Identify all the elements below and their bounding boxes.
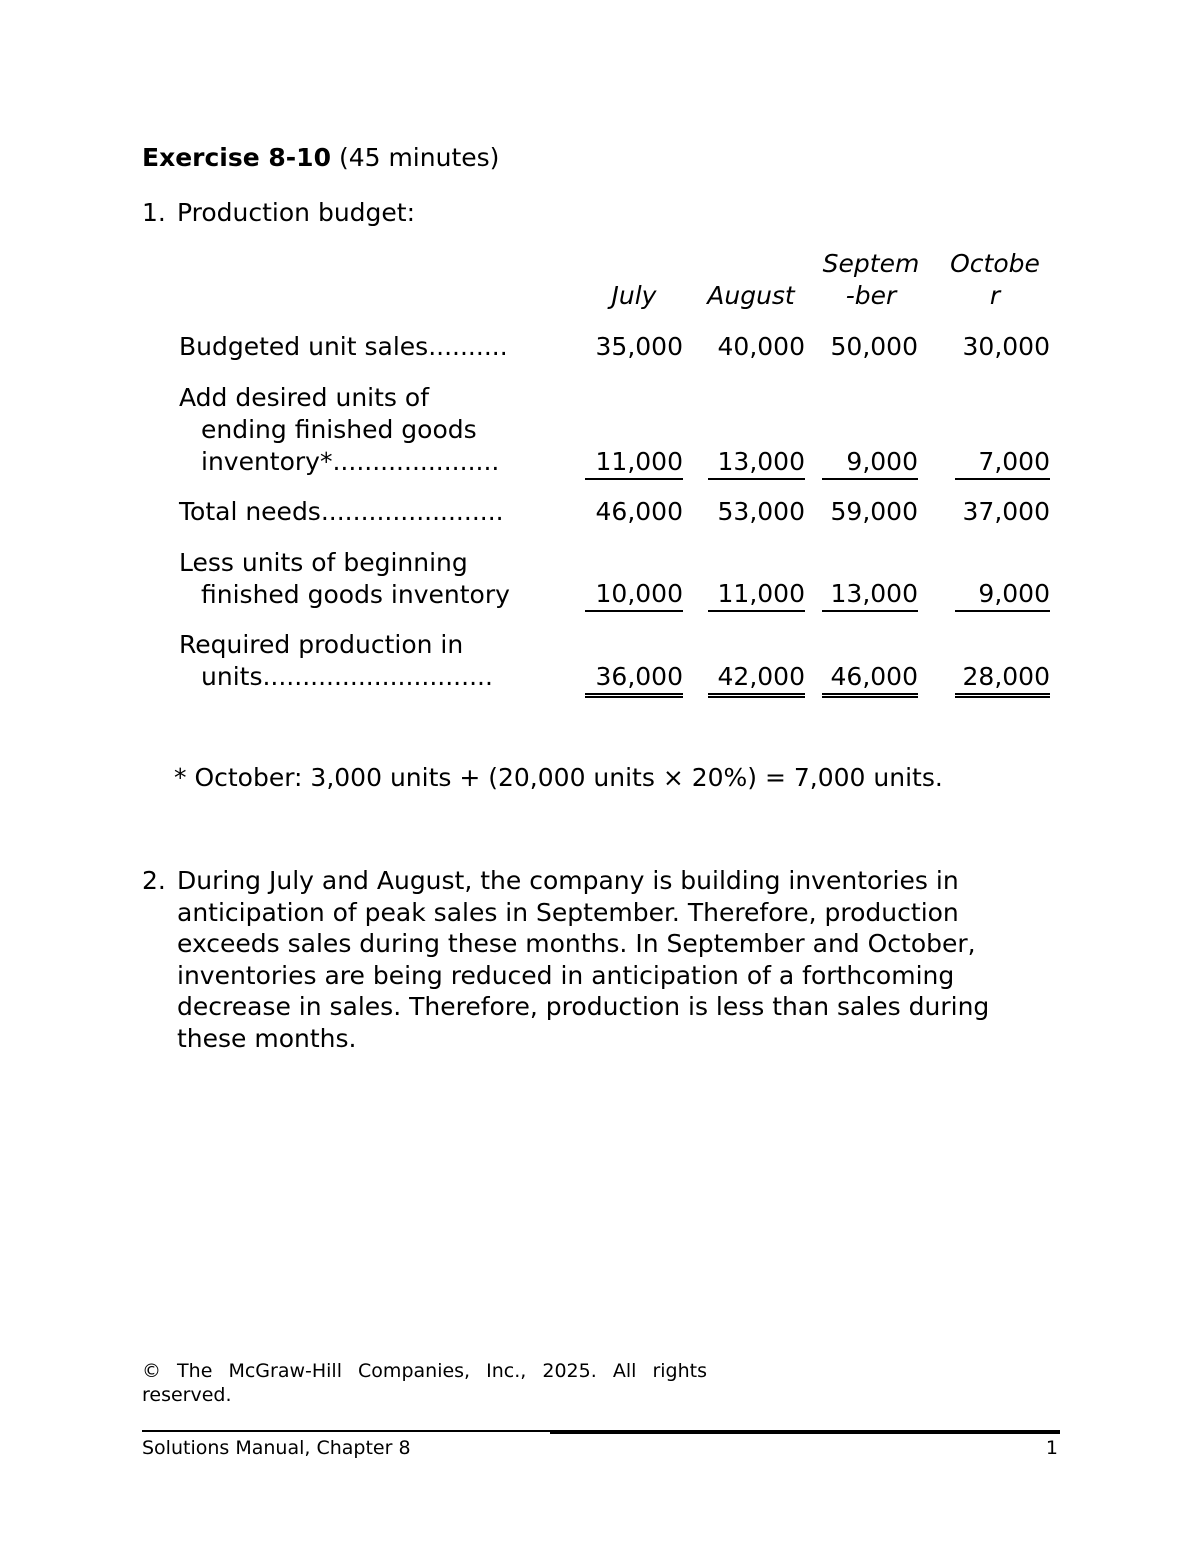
row-label-line: Budgeted unit sales..........: [179, 332, 508, 361]
row-label-line: finished goods inventory: [201, 580, 510, 609]
row-label-line: ending finished goods: [201, 415, 477, 444]
page-number: 1: [1045, 1437, 1058, 1459]
exercise-heading: [142, 142, 499, 174]
cell-value: 7,000: [955, 446, 1050, 480]
exercise-label: Exercise 8-10: [142, 143, 331, 172]
row-label-budgeted-unit-sales: [179, 331, 508, 363]
cell-value: 50,000: [830, 332, 918, 361]
row-label-line: inventory*.....................: [201, 447, 500, 476]
cell-value: 59,000: [830, 497, 918, 526]
column-header-line1: [585, 248, 683, 280]
footer-divider-thick: [550, 1432, 1060, 1434]
cell-value: 28,000: [955, 661, 1050, 698]
cell-value: 11,000: [708, 578, 805, 612]
footnote: * October: 3,000 units + (20,000 units × 20%) = 7,000 units.: [174, 763, 943, 792]
cell-value: 40,000: [717, 332, 805, 361]
column-header-september: [814, 248, 928, 312]
cell-value: 9,000: [955, 578, 1050, 612]
column-header-july: [585, 248, 683, 312]
part2-number: 2.: [142, 866, 166, 895]
row-label-line: units.............................: [201, 662, 493, 691]
cell-value: 13,000: [708, 446, 805, 480]
part1-title: Production budget:: [177, 198, 416, 227]
cell-value: 37,000: [962, 497, 1050, 526]
cell-value: 36,000: [585, 661, 683, 698]
row-label-line: Required production in: [179, 630, 464, 659]
row-label-beginning-inventory: [179, 547, 510, 611]
column-header-october: [940, 248, 1050, 312]
cell-value: 46,000: [595, 497, 683, 526]
column-header-line1: Septem: [822, 249, 920, 278]
cell-value: 9,000: [822, 446, 918, 480]
column-header-line1: Octobe: [950, 249, 1040, 278]
part2-text: During July and August, the company is building inventories in anticipation of peak sales in September. Therefore, production exceeds sales during these months. In September and October, inventories are being reduced in anticipation of a forthcoming decrease in sales. Therefore, production is less than sales during these months.: [177, 866, 990, 1053]
part1-number: 1.: [142, 198, 166, 227]
row-label-line: Add desired units of: [179, 383, 429, 412]
column-header-line2: July: [611, 281, 657, 310]
cell-value: 30,000: [962, 332, 1050, 361]
row-label-line: Less units of beginning: [179, 548, 468, 577]
column-header-line1: [697, 248, 805, 280]
row-label-desired-ending-inventory: [179, 382, 499, 478]
part1-heading: [142, 197, 415, 229]
part2-answer: [142, 865, 1062, 1054]
row-label-total-needs: [179, 496, 504, 528]
cell-value: 10,000: [585, 578, 683, 612]
cell-value: 46,000: [822, 661, 918, 698]
cell-value: 13,000: [822, 578, 918, 612]
column-header-august: [697, 248, 805, 312]
column-header-line2: -ber: [845, 281, 897, 310]
cell-value: 11,000: [585, 446, 683, 480]
copyright-notice: © The McGraw-Hill Companies, Inc., 2025. All rights reserved.: [142, 1360, 707, 1406]
column-header-line2: August: [707, 281, 795, 310]
footer-title: Solutions Manual, Chapter 8: [142, 1437, 411, 1459]
exercise-time: (45 minutes): [338, 143, 500, 172]
cell-value: 35,000: [595, 332, 683, 361]
column-header-line2: r: [989, 281, 1001, 310]
cell-value: 42,000: [708, 661, 805, 698]
row-label-line: Total needs.......................: [179, 497, 504, 526]
cell-value: 53,000: [717, 497, 805, 526]
row-label-required-production: [179, 629, 493, 693]
